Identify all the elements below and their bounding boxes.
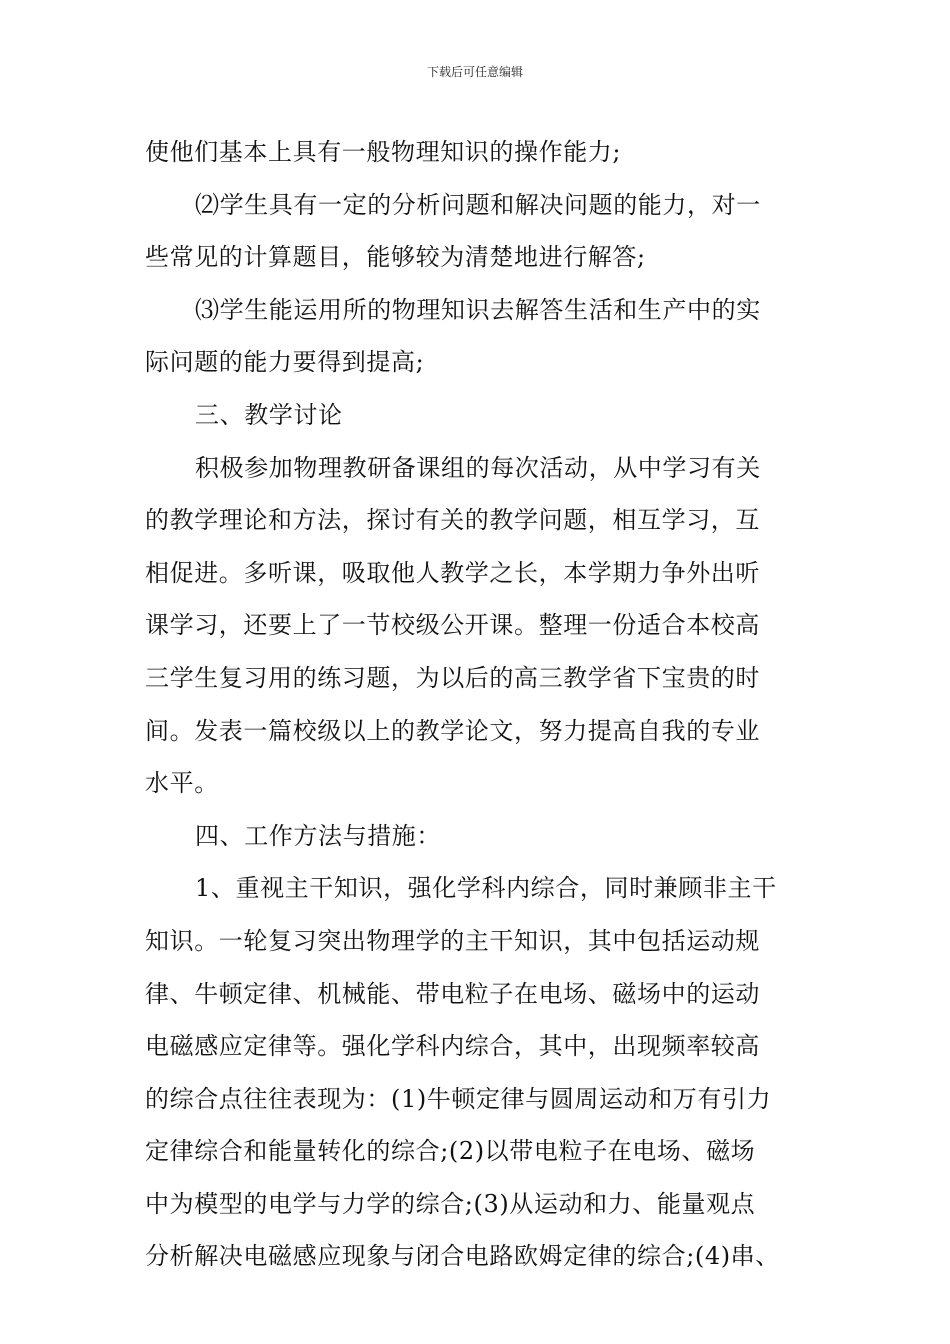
text-line: 1、重视主干知识，强化学科内综合，同时兼顾非主干 [195, 874, 777, 903]
text-line: 间。发表一篇校级以上的教学论文，努力提高自我的专业 [145, 716, 760, 745]
page-header: 下载后可任意编辑 [426, 65, 523, 79]
section-heading: 三、教学讨论 [195, 400, 343, 429]
text-line: ⑵学生具有一定的分析问题和解决问题的能力，对一 [195, 190, 761, 219]
text-line: 水平。 [145, 769, 219, 798]
text-line: 律、牛顿定律、机械能、带电粒子在电场、磁场中的运动 [145, 979, 760, 1008]
text-line: 分析解决电磁感应现象与闭合电路欧姆定律的综合;(4)串、 [145, 1242, 780, 1271]
text-line: 相促进。多听课，吸取他人教学之长，本学期力争外出听 [145, 558, 760, 587]
text-line: 些常见的计算题目，能够较为清楚地进行解答; [145, 243, 646, 272]
section-heading: 四、工作方法与措施： [195, 821, 441, 850]
text-line: 中为模型的电学与力学的综合;(3)从运动和力、能量观点 [145, 1189, 756, 1218]
text-line: 定律综合和能量转化的综合;(2)以带电粒子在电场、磁场 [145, 1137, 756, 1166]
text-line: 际问题的能力要得到提高; [145, 348, 425, 377]
text-line: 课学习，还要上了一节校级公开课。整理一份适合本校高 [145, 611, 760, 640]
text-line: 积极参加物理教研备课组的每次活动，从中学习有关 [195, 453, 761, 482]
text-line: ⑶学生能运用所的物理知识去解答生活和生产中的实 [195, 295, 761, 324]
text-line: 电磁感应定律等。强化学科内综合，其中，出现频率较高 [145, 1032, 760, 1061]
text-line: 三学生复习用的练习题，为以后的高三教学省下宝贵的时 [145, 663, 760, 692]
document-body [145, 126, 815, 1283]
text-line: 的综合点往往表现为：(1)牛顿定律与圆周运动和万有引力 [145, 1084, 772, 1113]
text-line: 使他们基本上具有一般物理知识的操作能力; [145, 138, 622, 166]
text-line: 的教学理论和方法，探讨有关的教学问题，相互学习，互 [145, 506, 760, 535]
text-line: 知识。一轮复习突出物理学的主干知识，其中包括运动规 [145, 926, 760, 955]
